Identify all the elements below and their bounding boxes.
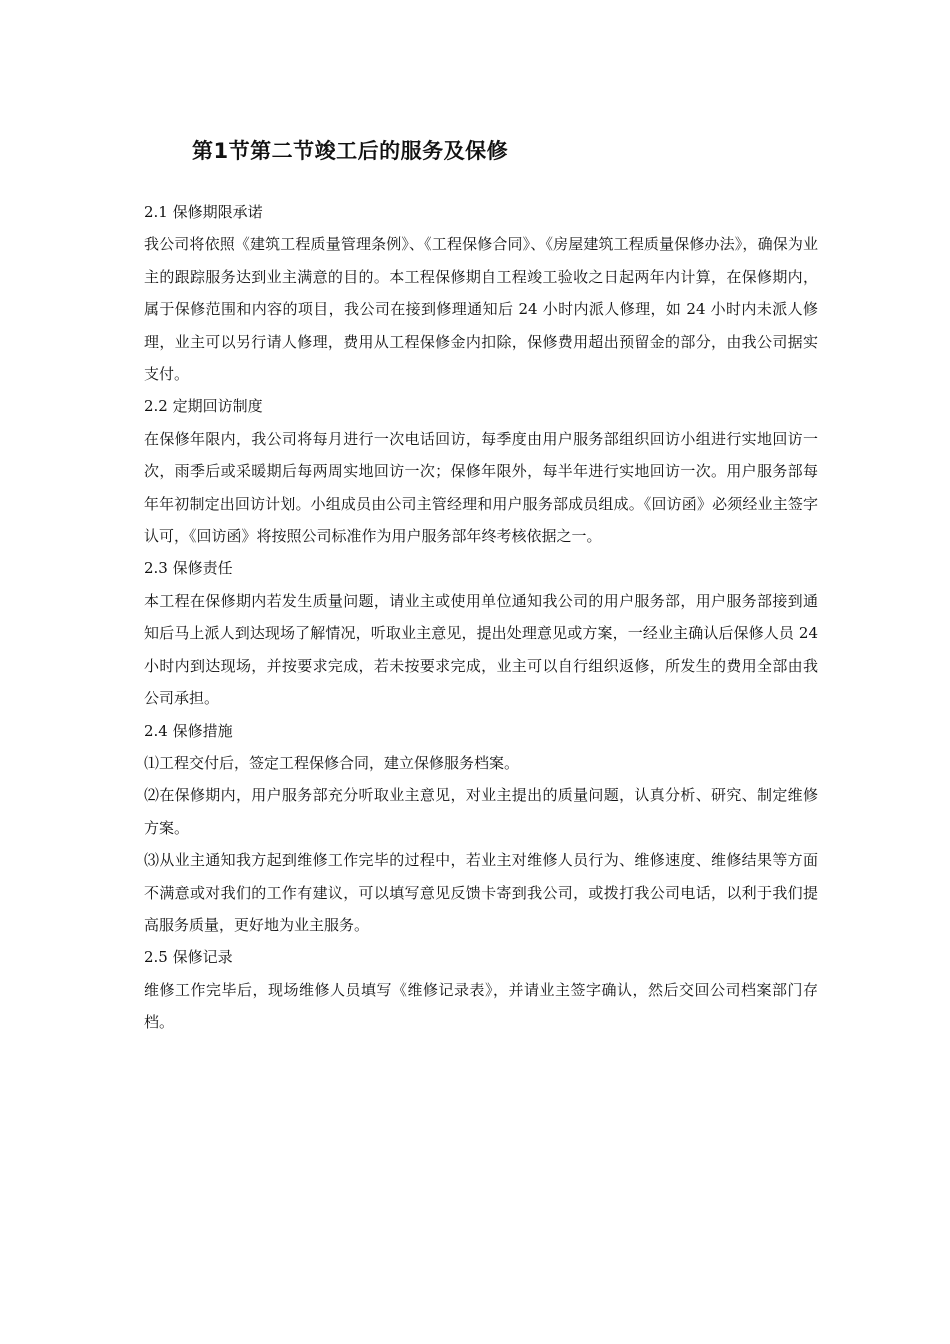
section-warranty-responsibility	[144, 552, 818, 714]
section-heading: 2.4 保修措施	[144, 721, 233, 740]
section-warranty-measures	[144, 715, 818, 942]
paragraph: 在保修年限内，我公司将每月进行一次电话回访，每季度由用户服务部组织回访小组进行实地回访一次，雨季后或采暖期后每两周实地回访一次；保修年限外，每半年进行实地回访一次。用户服务部每年年初制定出回访计划。小组成员由公司主管经理和用户服务部成员组成。《回访函》必须经业主签字认可，《回访函》将按照公司标准作为用户服务部年终考核依据之一。	[144, 429, 818, 546]
paragraph: 我公司将依照《建筑工程质量管理条例》、《工程保修合同》、《房屋建筑工程质量保修办法》，确保为业主的跟踪服务达到业主满意的目的。本工程保修期自工程竣工验收之日起两年内计算，在保修期内，属于保修范围和内容的项目，我公司在接到修理通知后 24 小时内派人修理，如 24 小时内未派人修理，业主可以另行请人修理，费用从工程保修金内扣除，保修费用超出预留金的部分，由我公司据实支付。	[144, 235, 818, 384]
section-regular-visits	[144, 390, 818, 552]
list-item: ⑵在保修期内，用户服务部充分听取业主意见，对业主提出的质量问题，认真分析、研究、制定维修方案。	[144, 786, 818, 837]
section-warranty-records	[144, 941, 818, 1038]
document-body	[144, 196, 818, 1039]
paragraph: 本工程在保修期内若发生质量问题，请业主或使用单位通知我公司的用户服务部，用户服务部接到通知后马上派人到达现场了解情况，听取业主意见，提出处理意见或方案，一经业主确认后保修人员 24 小时内到达现场，并按要求完成，若未按要求完成，业主可以自行组织返修，所发生的费用全部由我公司承担。	[144, 591, 818, 708]
section-heading: 2.1 保修期限承诺	[144, 203, 263, 221]
section-heading: 2.5 保修记录	[144, 948, 233, 967]
page-title: 第1节第二节竣工后的服务及保修	[192, 139, 509, 163]
list-item: ⑶从业主通知我方起到维修工作完毕的过程中，若业主对维修人员行为、维修速度、维修结果等方面不满意或对我们的工作有建议，可以填写意见反馈卡寄到我公司，或拨打我公司电话，以利于我们提高服务质量，更好地为业主服务。	[144, 851, 818, 934]
section-heading: 2.2 定期回访制度	[144, 397, 263, 416]
section-warranty-period	[144, 196, 818, 390]
section-heading: 2.3 保修责任	[144, 559, 233, 578]
list-item: ⑴工程交付后，签定工程保修合同，建立保修服务档案。	[144, 753, 520, 772]
paragraph: 维修工作完毕后，现场维修人员填写《维修记录表》，并请业主签字确认，然后交回公司档案部门存档。	[144, 980, 818, 1032]
